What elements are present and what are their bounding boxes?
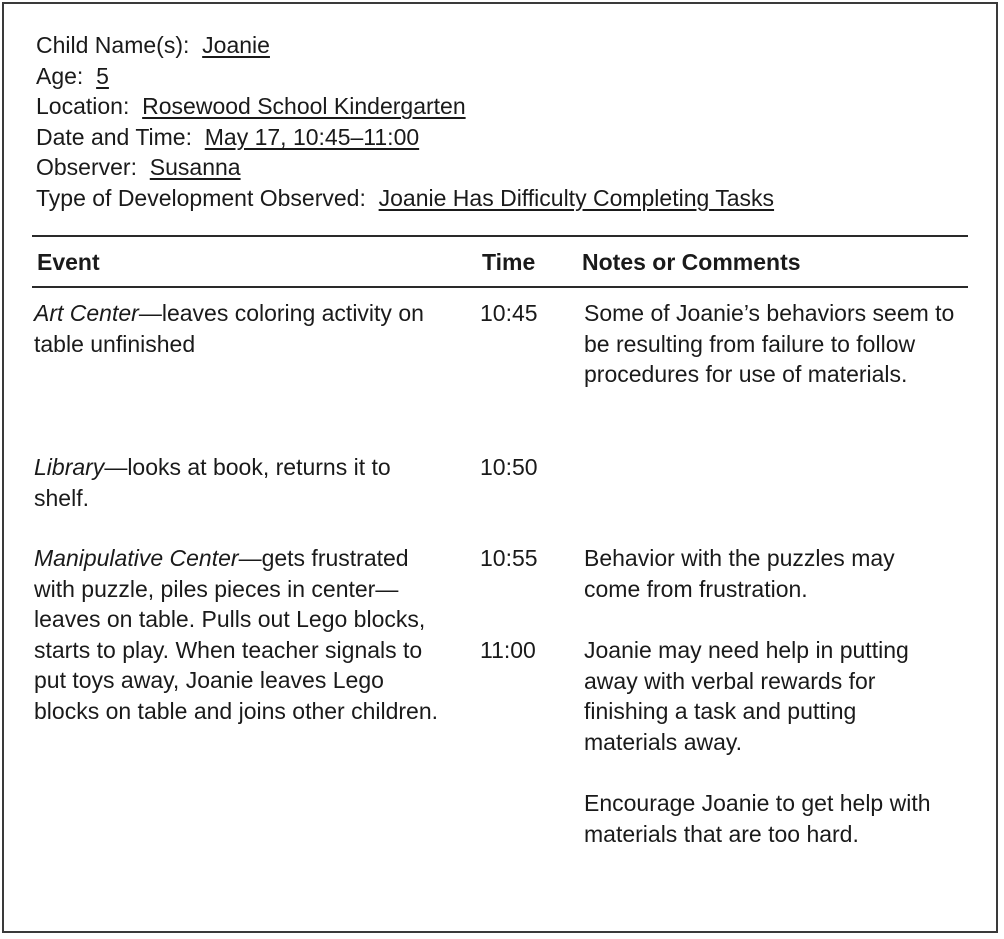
datetime-value: May 17, 10:45–11:00 [204, 123, 420, 150]
table-header-divider [32, 286, 968, 288]
event-text: —looks at book, returns it to shelf. [34, 454, 391, 511]
event-column-header: Event [37, 249, 100, 275]
event-text: —gets frustrated with puzzle, piles pieces in center—leaves on table. Pulls out Lego blocks, starts to play. When teacher signals to put toys away, Joanie leaves Lego blocks on table and joins other children. [34, 545, 439, 724]
development-type-label: Type of Development Observed: [36, 184, 366, 211]
time-cell: 10:55 [480, 545, 538, 571]
child-name-row [36, 30, 774, 61]
age-value: 5 [96, 62, 109, 89]
observation-header [36, 30, 774, 213]
development-type-row [36, 183, 774, 214]
event-place: Library [34, 454, 105, 480]
datetime-label: Date and Time: [36, 123, 192, 150]
notes-cell: Encourage Joanie to get help with materials that are too hard. [584, 790, 931, 847]
event-place: Manipulative Center [34, 545, 239, 571]
observer-value: Susanna [149, 154, 241, 180]
child-name-value: Joanie [202, 32, 270, 58]
notes-cell: Behavior with the puzzles may come from frustration. [584, 545, 895, 602]
notes-cell: Joanie may need help in putting away with verbal rewards for finishing a task and putting materials away. [584, 637, 909, 755]
time-cell: 10:50 [480, 454, 538, 480]
observer-row [36, 152, 774, 183]
event-cell-library [34, 452, 414, 513]
location-row [36, 91, 774, 122]
table-top-divider [32, 235, 968, 237]
event-cell-art-center [34, 298, 474, 359]
time-cell: 11:00 [480, 637, 536, 663]
location-label: Location: [36, 93, 130, 119]
event-cell-manipulative-center [34, 543, 449, 727]
observer-label: Observer: [36, 154, 137, 180]
development-type-value: Joanie Has Difficulty Completing Tasks [378, 184, 775, 211]
age-row [36, 61, 774, 92]
time-cell: 10:45 [480, 300, 538, 326]
event-text: —leaves coloring activity on table unfinished [34, 300, 424, 357]
event-place: Art Center [34, 300, 139, 326]
datetime-row [36, 122, 774, 153]
notes-column-header: Notes or Comments [582, 249, 801, 275]
location-value: Rosewood School Kindergarten [142, 93, 466, 119]
age-label: Age: [36, 62, 84, 89]
notes-cell: Some of Joanie’s behaviors seem to be resulting from failure to follow procedures for use of materials. [584, 300, 955, 388]
child-name-label: Child Name(s): [36, 32, 190, 58]
time-column-header: Time [482, 249, 536, 275]
